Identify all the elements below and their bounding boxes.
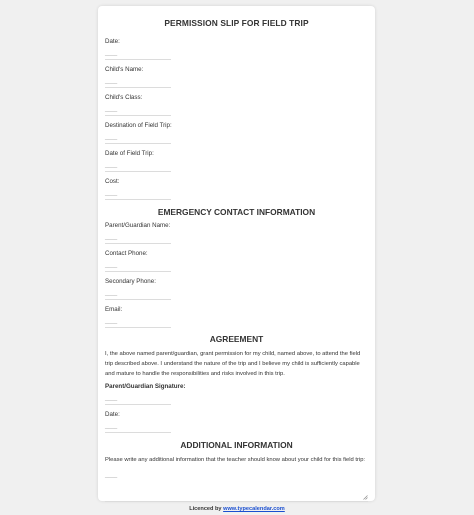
field-trip-date-input[interactable]: ____: [105, 162, 171, 172]
field-agreement-date-label: Date:: [105, 411, 120, 418]
field-secondary-phone-label: Secondary Phone:: [105, 278, 156, 285]
field-date-input[interactable]: ____: [105, 50, 171, 60]
field-secondary-phone: [105, 278, 368, 300]
field-cost-input[interactable]: ____: [105, 190, 171, 200]
field-child-class-label: Child's Class:: [105, 94, 143, 101]
field-date-label: Date:: [105, 38, 120, 45]
field-signature: [105, 383, 368, 405]
emergency-fields: [105, 222, 368, 328]
field-secondary-phone-input[interactable]: ____: [105, 290, 171, 300]
field-cost: [105, 178, 368, 200]
additional-info-placeholder: ____: [105, 473, 118, 479]
field-child-name-input[interactable]: ____: [105, 78, 171, 88]
field-signature-input[interactable]: ____: [105, 395, 171, 405]
footer-licence: [0, 506, 474, 512]
field-guardian-name-input[interactable]: ____: [105, 234, 171, 244]
agreement-text: I, the above named parent/guardian, grant permission for my child, named above, to attend the field trip described above. I understand the nature of the trip and I believe my child is sufficiently capable and mature to handle the responsibilities and risks involved in this trip.: [105, 351, 361, 377]
field-child-name: [105, 66, 368, 88]
form-title: PERMISSION SLIP FOR FIELD TRIP: [164, 18, 309, 28]
field-guardian-name: [105, 222, 368, 244]
resize-grip-icon[interactable]: [363, 495, 368, 500]
additional-section-title: ADDITIONAL INFORMATION: [180, 440, 293, 450]
field-destination: [105, 122, 368, 144]
field-contact-phone: [105, 250, 368, 272]
footer-prefix: Licenced by: [189, 506, 222, 512]
trip-fields: [105, 38, 368, 200]
field-trip-date: [105, 150, 368, 172]
field-signature-label: Parent/Guardian Signature:: [105, 383, 186, 390]
field-contact-phone-input[interactable]: ____: [105, 262, 171, 272]
field-child-class-input[interactable]: ____: [105, 106, 171, 116]
emergency-section-title: EMERGENCY CONTACT INFORMATION: [157, 207, 316, 217]
field-guardian-name-label: Parent/Guardian Name:: [105, 222, 171, 229]
field-destination-label: Destination of Field Trip:: [105, 122, 172, 129]
additional-info-textarea[interactable]: [105, 465, 368, 502]
field-agreement-date-input[interactable]: ____: [105, 423, 171, 433]
field-email-label: Email:: [105, 306, 123, 313]
field-agreement-date: [105, 411, 368, 433]
footer-link[interactable]: www.typecalendar.com: [223, 506, 285, 512]
field-child-class: [105, 94, 368, 116]
field-cost-label: Cost:: [105, 178, 120, 185]
field-trip-date-label: Date of Field Trip:: [105, 150, 154, 157]
permission-slip-card: [98, 6, 375, 501]
field-email: [105, 306, 368, 328]
field-contact-phone-label: Contact Phone:: [105, 250, 148, 257]
additional-prompt: Please write any additional information that the teacher should know about your child for this field trip:: [105, 457, 366, 463]
agreement-section-title: AGREEMENT: [209, 334, 264, 344]
field-destination-input[interactable]: ____: [105, 134, 171, 144]
field-date: [105, 38, 368, 60]
field-email-input[interactable]: ____: [105, 318, 171, 328]
field-child-name-label: Child's Name:: [105, 66, 144, 73]
